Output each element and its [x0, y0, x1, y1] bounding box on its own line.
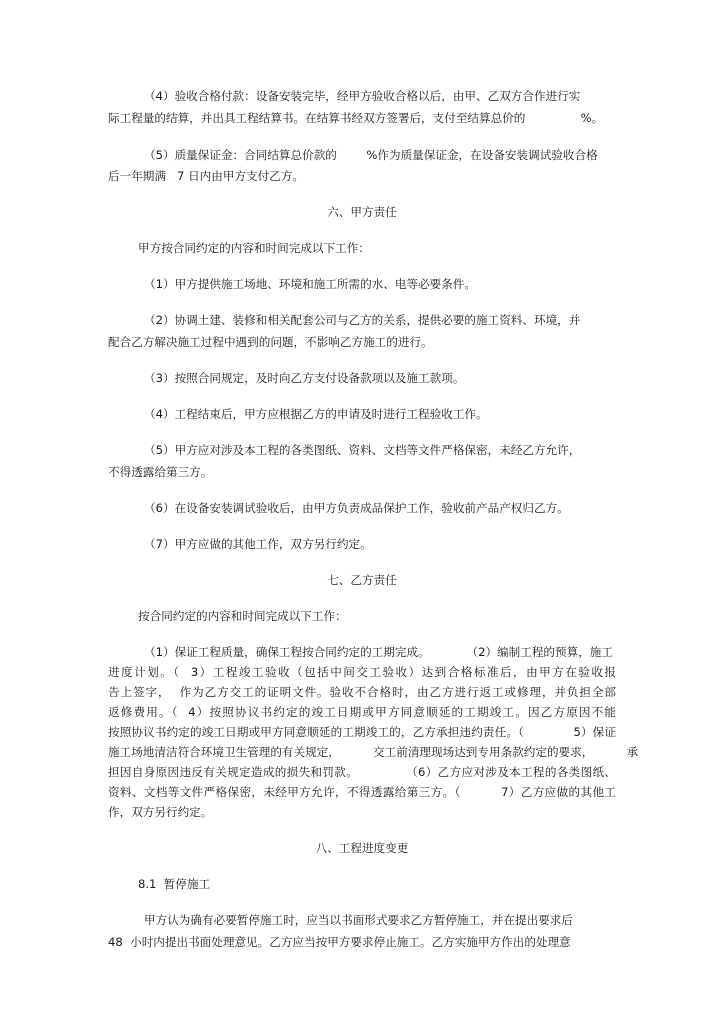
- section-7-para-line-3: 告上签字， 作为乙方交工的证明文件。验收不合格时，由乙方进行返工或修理，并负担全部: [108, 685, 616, 699]
- clause-5-5-line-1: （5）质量保证金：合同结算总价款的 %作为质量保证金，在设备安装调试验收合格: [144, 148, 598, 162]
- section-6-item-7: （7）甲方应做的其他工作，双方另行约定。: [144, 537, 372, 551]
- section-7-para-line-2: 进度计划。（ 3）工程竣工验收（包括中间交工验收）达到合格标准后，由甲方在验收报: [108, 665, 616, 679]
- section-7-intro: 按合同约定的内容和时间完成以下工作：: [138, 609, 347, 623]
- section-6-item-1: （1）甲方提供施工场地、环境和施工所需的水、电等必要条件。: [144, 277, 477, 291]
- section-6-intro: 甲方按合同约定的内容和时间完成以下工作：: [138, 241, 370, 255]
- section-8-heading: 八、工程进度变更: [315, 841, 409, 855]
- section-6-item-5-line-2: 不得透露给第三方。: [108, 465, 213, 479]
- section-7-para-line-8: 资料、文档等文件严格保密，未经甲方允许，不得透露给第三方。（ 7）乙方应做的其他工: [108, 785, 616, 799]
- section-7-para-line-9: 作，双方另行约定。: [108, 805, 213, 819]
- section-6-item-6: （6）在设备安装调试验收后，由甲方负责成品保护工作，验收前产品产权归乙方。: [144, 501, 569, 515]
- section-6-item-3: （3）按照合同规定，及时向乙方支付设备款项以及施工款项。: [144, 371, 465, 385]
- section-8-para-line-1: 甲方认为确有必要暂停施工时，应当以书面形式要求乙方暂停施工，并在提出要求后: [144, 913, 573, 927]
- section-6-item-2-line-1: （2）协调土建、装修和相关配套公司与乙方的关系，提供必要的施工资料、环境，并: [144, 313, 581, 327]
- subsection-8-1-heading: 8.1 暂停施工: [138, 877, 211, 891]
- clause-5-5-line-2: 后一年期满 7 日内由甲方支付乙方。: [108, 169, 305, 183]
- section-7-para-line-4: 返修费用。（ 4）按照协议书约定的竣工日期或甲方同意顺延的工期竣工。因乙方原因不能: [108, 705, 616, 719]
- clause-5-4-line-2: 际工程量的结算，并出具工程结算书。在结算书经双方签署后，支付至结算总价的 %。: [108, 111, 604, 125]
- section-7-para-line-7: 担因自身原因违反有关规定造成的损失和罚款。 （6）乙方应对涉及本工程的各类图纸、: [108, 765, 616, 779]
- clause-5-4-line-1: （4）验收合格付款：设备安装完毕，经甲方验收合格以后，由甲、乙双方合作进行实: [144, 89, 581, 103]
- section-6-item-4: （4）工程结束后，甲方应根据乙方的申请及时进行工程验收工作。: [144, 407, 488, 421]
- section-7-para-line-6: 施工场地清洁符合环境卫生管理的有关规定， 交工前清理现场达到专用条款约定的要求， 承: [108, 745, 639, 759]
- section-6-heading: 六、甲方责任: [327, 205, 397, 219]
- section-7-para-line-5: 按照协议书约定的竣工日期或甲方同意顺延的工期竣工的，乙方承担违约责任。（ 5）保证: [108, 725, 616, 739]
- section-8-para-line-2: 48 小时内提出书面处理意见。乙方应当按甲方要求停止施工。乙方实施甲方作出的处理意: [108, 935, 571, 949]
- section-6-item-2-line-2: 配合乙方解决施工过程中遇到的问题，不影响乙方施工的进行。: [108, 335, 433, 349]
- section-7-heading: 七、乙方责任: [327, 573, 397, 587]
- section-6-item-5-line-1: （5）甲方应对涉及本工程的各类图纸、资料、文档等文件严格保密，未经乙方允许，: [144, 443, 581, 457]
- section-7-para-line-1: （1）保证工程质量，确保工程按合同约定的工期完成。 （2）编制工程的预算，施工: [144, 645, 613, 659]
